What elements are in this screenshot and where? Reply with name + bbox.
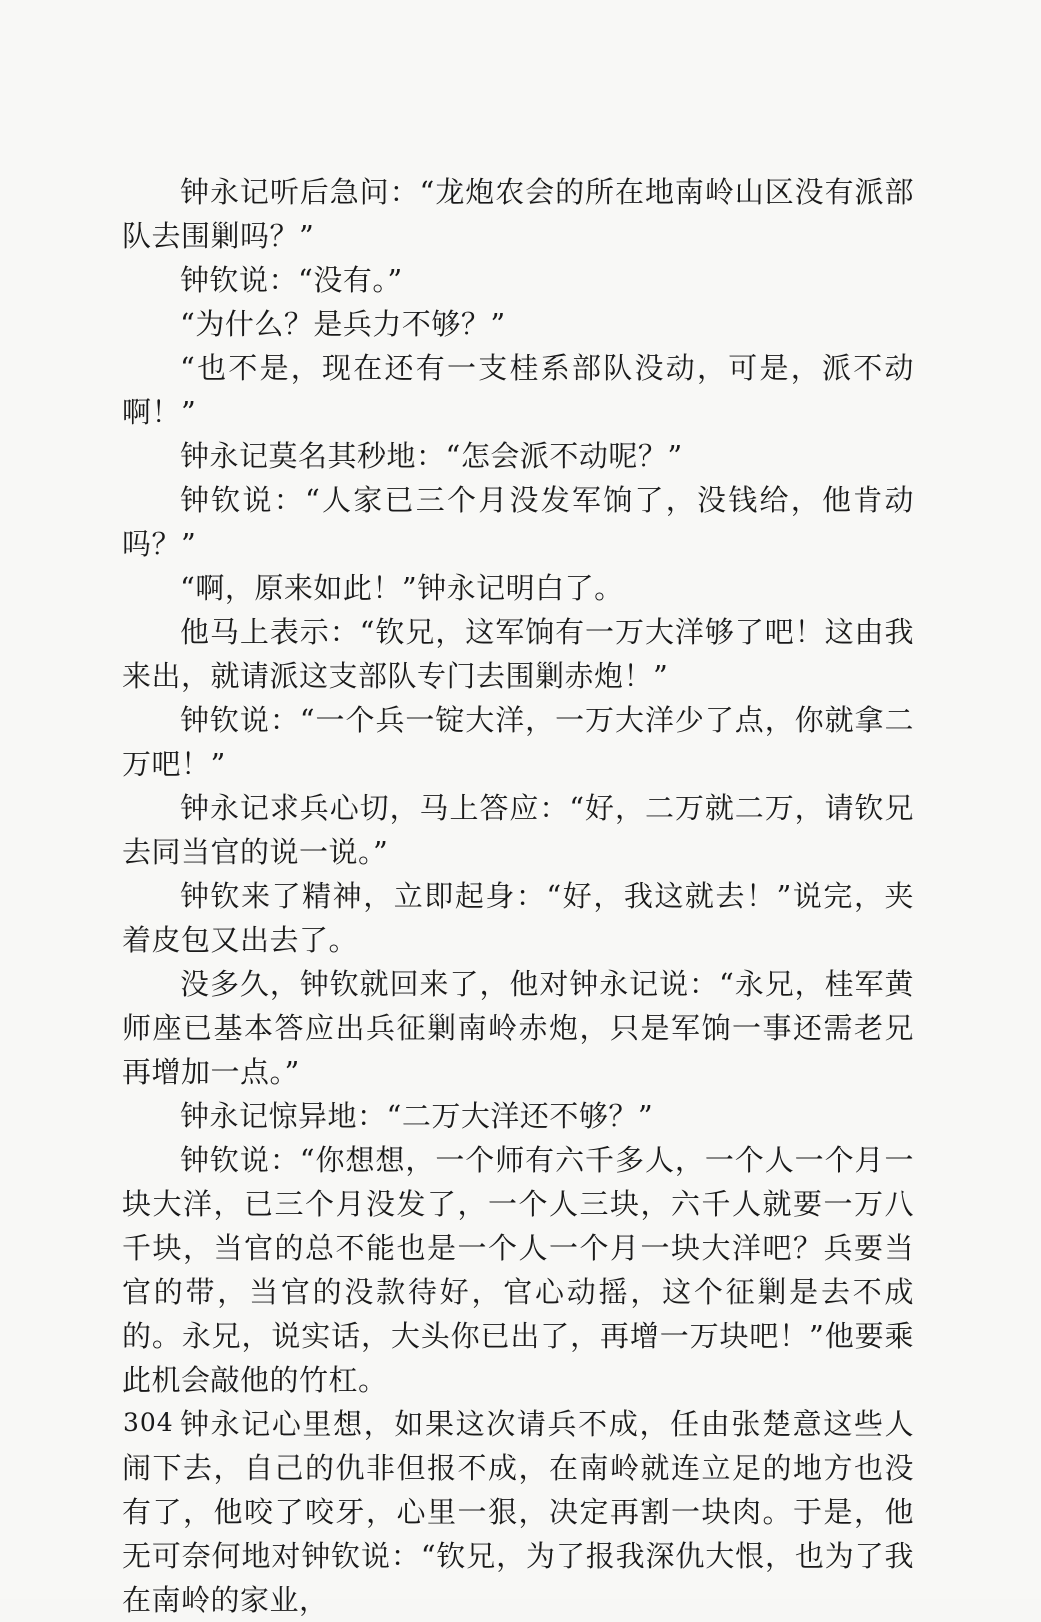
paragraph: “啊，原来如此！”钟永记明白了。 xyxy=(180,571,624,605)
paragraph: 钟永记心里想，如果这次请兵不成，任由张楚意这些人闹下去，自己的仇非但报不成，在南岭就连立足的地方也没有了，他咬了咬牙，心里一狠，决定再割一块肉。于是，他无可奈何地对钟钦说：“钦兄，为了报我深仇大恨，也为了我在南岭的家业， xyxy=(122,1407,914,1617)
paragraph: 钟永记莫名其秒地：“怎会派不动呢？” xyxy=(180,439,683,473)
paragraph: 钟钦说：“你想想，一个师有六千多人，一个人一个月一块大洋，已三个月没发了，一个人三块，六千人就要一万八千块，当官的总不能也是一个人一个月一块大洋吧？兵要当官的带，当官的没款待好，官心动摇，这个征剿是去不成的。永兄，说实话，大头你已出了，再增一万块吧！”他要乘此机会敲他的竹杠。 xyxy=(122,1143,914,1397)
body-text xyxy=(122,170,914,1622)
paragraph: 钟永记求兵心切，马上答应：“好，二万就二万，请钦兄去同当官的说一说。” xyxy=(122,791,914,869)
paragraph: 没多久，钟钦就回来了，他对钟永记说：“永兄，桂军黄师座已基本答应出兵征剿南岭赤炮，只是军饷一事还需老兄再增加一点。” xyxy=(122,967,914,1089)
paragraph: 他马上表示：“钦兄，这军饷有一万大洋够了吧！这由我来出，就请派这支部队专门去围剿赤炮！” xyxy=(122,615,914,693)
paragraph: “也不是，现在还有一支桂系部队没动，可是，派不动啊！” xyxy=(122,351,914,429)
paragraph: 钟钦说：“一个兵一锭大洋，一万大洋少了点，你就拿二万吧！” xyxy=(122,703,914,781)
paragraph: “为什么？是兵力不够？” xyxy=(180,307,506,341)
paragraph: 钟永记听后急问：“龙炮农会的所在地南岭山区没有派部队去围剿吗？” xyxy=(122,175,914,253)
paragraph: 钟钦来了精神，立即起身：“好，我这就去！”说完，夹着皮包又出去了。 xyxy=(122,879,914,957)
page-number: 304 xyxy=(123,1408,174,1437)
paragraph: 钟永记惊异地：“二万大洋还不够？” xyxy=(180,1099,654,1133)
paragraph: 钟钦说：“没有。” xyxy=(180,263,403,297)
paragraph: 钟钦说：“人家已三个月没发军饷了，没钱给，他肯动吗？” xyxy=(122,483,914,561)
